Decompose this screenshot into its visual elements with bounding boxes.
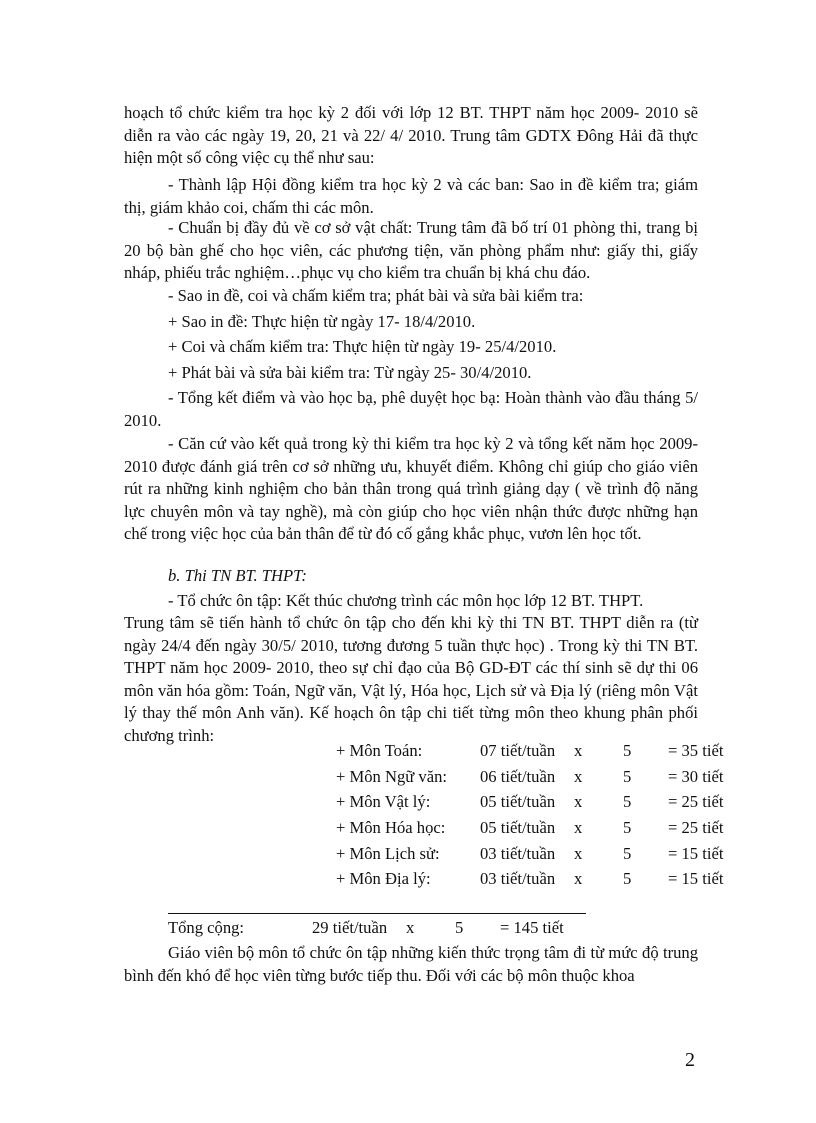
section-heading-b: b. Thi TN BT. THPT: — [168, 566, 307, 585]
page-number: 2 — [685, 1049, 695, 1071]
weeks-cell: 5 — [455, 918, 464, 937]
total-cell: = 30 tiết — [668, 767, 724, 786]
item-sao-in: - Sao in đề, coi và chấm kiểm tra; phát bài và sửa bài kiểm tra: — [168, 286, 584, 305]
total-divider-line — [168, 913, 586, 914]
subject-cell: + Môn Địa lý: — [336, 869, 431, 888]
sub-coi-cham: + Coi và chấm kiểm tra: Thực hiện từ ngày 19- 25/4/2010. — [168, 337, 557, 356]
subject-cell: + Môn Toán: — [336, 741, 423, 760]
sub-phat-bai: + Phát bài và sửa bài kiểm tra: Từ ngày 25- 30/4/2010. — [168, 363, 532, 382]
item-hoi-dong: - Thành lập Hội đồng kiểm tra học kỳ 2 và các ban: Sao in đề kiểm tra; giám thị, giám khảo coi, chấm thi các môn. — [124, 175, 698, 217]
paragraph-giao-vien: Giáo viên bộ môn tổ chức ôn tập những kiến thức trọng tâm đi từ mức độ trung bình đến khó để học viên từng bước tiếp thu. Đối với các bộ môn thuộc khoa — [124, 943, 698, 985]
multiply-cell: x — [574, 792, 583, 811]
total-cell: = 15 tiết — [668, 869, 724, 888]
item-can-cu: - Căn cứ vào kết quả trong kỳ thi kiểm tra học kỳ 2 và tổng kết năm học 2009- 2010 được đánh giá trên cơ sở những ưu, khuyết điểm. Không chỉ giúp cho giáo viên rút ra những kinh nghiệm cho bản thân trong quá trình giảng dạy ( về trình độ năng lực chuyên môn và tay nghề), mà còn giúp cho học viên nhận thức được những hạn chế trong việc học của bản thân để từ đó cố gắng khắc phục, vươn lên học tốt. — [124, 434, 698, 543]
weeks-cell: 5 — [623, 767, 632, 786]
multiply-cell: x — [574, 818, 583, 837]
multiply-cell: x — [574, 741, 583, 760]
sub-sao-in: + Sao in đề: Thực hiện từ ngày 17- 18/4/2010. — [168, 312, 476, 331]
weeks-cell: 5 — [623, 792, 632, 811]
item-tong-ket: - Tổng kết điểm và vào học bạ, phê duyệt học bạ: Hoàn thành vào đầu tháng 5/ 2010. — [124, 388, 698, 430]
rate-cell: 03 tiết/tuần — [480, 844, 556, 863]
subject-cell: + Môn Ngữ văn: — [336, 767, 447, 786]
rate-cell: 06 tiết/tuần — [480, 767, 556, 786]
paragraph-intro: hoạch tổ chức kiểm tra học kỳ 2 đối với lớp 12 BT. THPT năm học 2009- 2010 sẽ diễn ra vào các ngày 19, 20, 21 và 22/ 4/ 2010. Trung tâm GDTX Đông Hải đã thực hiện một số công việc cụ thể như sau: — [124, 103, 698, 167]
rate-cell: 05 tiết/tuần — [480, 792, 556, 811]
multiply-cell: x — [574, 844, 583, 863]
weeks-cell: 5 — [623, 741, 632, 760]
multiply-cell: x — [574, 767, 583, 786]
weeks-cell: 5 — [623, 844, 632, 863]
subject-cell: + Môn Hóa học: — [336, 818, 446, 837]
multiply-cell: x — [406, 918, 415, 937]
subject-cell: + Môn Vật lý: — [336, 792, 431, 811]
item-on-tap-first-line: - Tổ chức ôn tập: Kết thúc chương trình các môn học lớp 12 BT. THPT. — [168, 591, 644, 610]
total-cell: = 25 tiết — [668, 792, 724, 811]
weeks-cell: 5 — [623, 818, 632, 837]
total-cell: = 15 tiết — [668, 844, 724, 863]
item-chuan-bi: - Chuẩn bị đầy đủ về cơ sở vật chất: Trung tâm đã bố trí 01 phòng thi, trang bị 20 bộ bàn ghế cho học viên, các phương tiện, văn phòng phẩm như: giấy thi, giấy nháp, phiếu trắc nghiệm…phục vụ cho kiểm tra chuẩn bị khá chu đáo. — [124, 218, 698, 282]
total-cell: = 25 tiết — [668, 818, 724, 837]
total-cell: = 145 tiết — [500, 918, 564, 937]
weeks-cell: 5 — [623, 869, 632, 888]
total-label-cell: Tổng cộng: — [168, 918, 245, 937]
subject-cell: + Môn Lịch sử: — [336, 844, 440, 863]
rate-cell: 03 tiết/tuần — [480, 869, 556, 888]
rate-cell: 05 tiết/tuần — [480, 818, 556, 837]
rate-cell: 29 tiết/tuần — [312, 918, 388, 937]
rate-cell: 07 tiết/tuần — [480, 741, 556, 760]
total-cell: = 35 tiết — [668, 741, 724, 760]
multiply-cell: x — [574, 869, 583, 888]
item-on-tap-body: Trung tâm sẽ tiến hành tổ chức ôn tập cho đến khi kỳ thi TN BT. THPT diễn ra (từ ngày 24/4 đến ngày 30/5/ 2010, tương đương 5 tuần thực học) . Trong kỳ thi TN BT. THPT năm học 2009- 2010, theo sự chỉ đạo của Bộ GD-ĐT các thí sinh sẽ dự thi 06 môn văn hóa gồm: Toán, Ngữ văn, Vật lý, Hóa học, Lịch sử và Địa lý (riêng môn Vật lý thay thế môn Anh văn). Kế hoạch ôn tập chi tiết từng môn theo khung phân phối chương trình: — [124, 613, 698, 745]
